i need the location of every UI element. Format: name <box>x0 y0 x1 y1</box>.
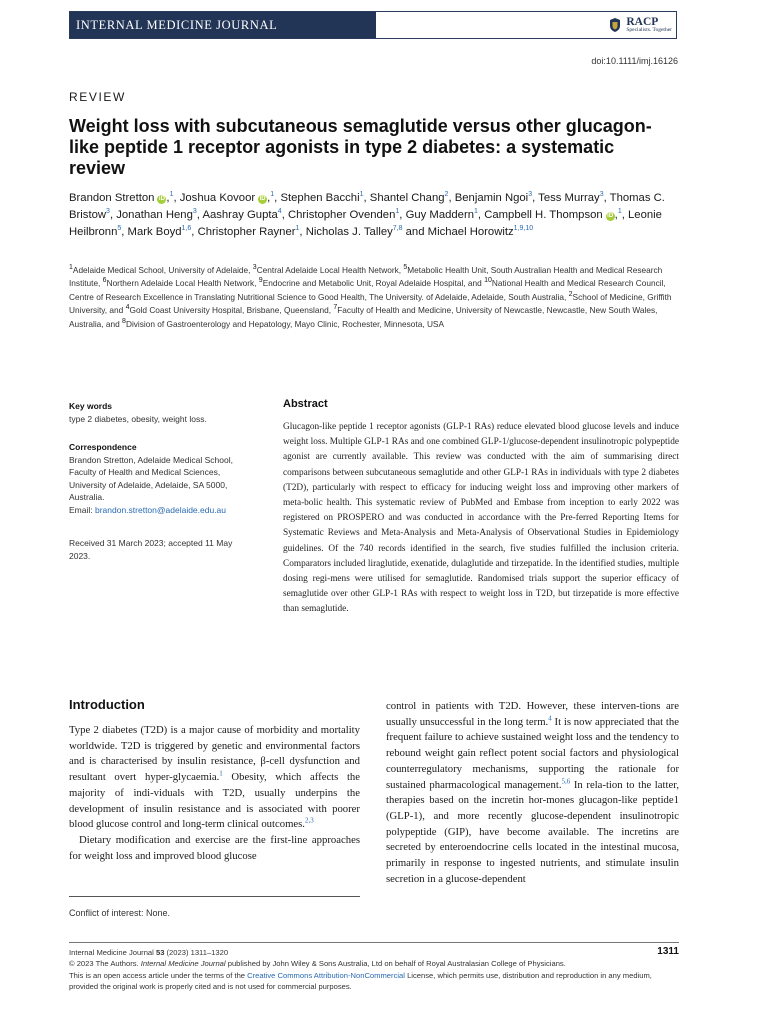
author-affiliation-ref: 1 <box>295 225 300 233</box>
affiliation-text: Division of Gastroenterology and Hepatology, Mayo Clinic, Rochester, Minnesota, USA <box>125 318 445 329</box>
author-name[interactable]: Campbell H. Thompson <box>484 209 603 221</box>
intro-paragraph <box>69 833 360 864</box>
license-prefix: This is an open access article under the terms of the <box>69 971 248 980</box>
author-name[interactable]: Brandon Stretton <box>69 192 155 204</box>
citation-ref[interactable]: 5,6 <box>561 776 571 785</box>
copyright-suffix: published by John Wiley & Sons Australia, Ltd on behalf of Royal Australasian College of Physicians. <box>225 959 566 968</box>
article-title: Weight loss with subcutaneous semaglutide versus other glucagon-like peptide 1 receptor agonists in type 2 diabetes: a systematic review <box>69 116 652 178</box>
racp-tagline: Specialists. Together <box>626 27 672 33</box>
license-link[interactable]: Creative Commons Attribution-NonCommercial <box>247 971 405 980</box>
affiliation-number: 6 <box>102 277 107 285</box>
keywords-block <box>69 400 249 425</box>
affiliation-text: Endocrine and Metabolic Unit, Royal Adelaide Hospital, and <box>262 278 485 289</box>
text-run: control in patients with T2D. However, these interven-tions are usually unsuccessful in the long term. <box>386 700 679 728</box>
copyright-prefix: © 2023 The Authors. <box>69 959 141 968</box>
racp-logo[interactable] <box>607 12 676 38</box>
author-name[interactable]: Shantel Chang <box>369 192 445 204</box>
affiliation-number: 3 <box>252 264 257 272</box>
text-run: In rela-tion to the latter, therapies based on the incretin hor-mones glucagon-like peptide1 (GLP-1), and more recently glucose-dependent insulinotropic polypeptide (GIP), have become available. The incretins are secreted by enteroendocrine cells located in the intestinal mucosa, primarily in response to ingested nutrients, and stimulate insulin secretion in a glucose-dependent <box>386 778 680 885</box>
affiliation-text: National Health and Medical Research Council, Centre of Research Excellence in Translating Nutritional Science to Good Health, The University. of Adelaide, Adelaide, South Australia, <box>69 278 666 302</box>
journal-name: INTERNAL MEDICINE JOURNAL <box>70 12 376 38</box>
author-name[interactable]: Tess Murray <box>538 192 600 204</box>
racp-name: RACP <box>626 15 659 28</box>
author-affiliation-ref: 1 <box>270 191 275 199</box>
affiliations <box>69 264 681 331</box>
author-affiliation-ref: 1 <box>474 208 478 216</box>
author-affiliation-ref: 3 <box>528 191 533 199</box>
email-link[interactable]: brandon.stretton@adelaide.edu.au <box>94 504 227 515</box>
keywords: type 2 diabetes, obesity, weight loss. <box>69 413 207 424</box>
citation-ref[interactable]: 1 <box>219 769 223 778</box>
correspondence-heading: Correspondence <box>69 442 137 452</box>
orcid-icon[interactable]: iD <box>607 213 614 219</box>
author-name[interactable]: Aashray Gupta <box>202 209 278 221</box>
author-name[interactable]: Thomas C. Bristow <box>69 192 665 221</box>
author-name[interactable]: Nicholas J. Talley <box>305 226 393 238</box>
author-name[interactable]: Michael Horowitz <box>427 226 514 238</box>
author-affiliation-ref: 1 <box>617 208 622 216</box>
orcid-icon[interactable]: iD <box>158 196 165 202</box>
conflict-of-interest: Conflict of interest: None. <box>69 908 171 918</box>
author-affiliation-ref: 3 <box>599 191 604 199</box>
author-name[interactable]: Guy Maddern <box>405 209 475 221</box>
author-affiliation-ref: 1,9,10 <box>513 225 534 233</box>
author-affiliation-ref: 2 <box>444 191 449 199</box>
affiliation-number: 10 <box>484 277 492 285</box>
citation-volume: 53 <box>155 948 165 957</box>
affiliation-text: Northern Adelaide Local Health Network, <box>106 278 259 289</box>
racp-crest-icon <box>607 17 623 33</box>
email-label: Email: <box>69 504 95 515</box>
author-affiliation-ref: 1 <box>359 191 364 199</box>
affiliation-text: Gold Coast University Hospital, Brisbane, Queensland, <box>129 305 334 316</box>
author-name[interactable]: Joshua Kovoor <box>179 192 256 204</box>
affiliation-number: 7 <box>333 304 338 312</box>
affiliation-text: School of Medicine, Griffith University, and <box>69 291 672 316</box>
text-run: Dietary modification and exercise are the first-line approaches for weight loss and improved blood glucose <box>69 833 360 862</box>
affiliation-text: Adelaide Medical School, University of Adelaide, <box>72 265 253 275</box>
affiliation-number: 2 <box>568 291 573 299</box>
footer-copyright <box>69 958 681 969</box>
author-name[interactable]: Christopher Ovenden <box>287 209 396 221</box>
citation-ref[interactable]: 2,3 <box>304 816 314 825</box>
correspondence-block <box>69 441 249 516</box>
author-name[interactable]: Leonie Heilbronn <box>69 209 662 238</box>
author-list: Brandon Stretton iD ,$^1$, Joshua Kovoor iD ,$^1$, Stephen Bacchi$^1$, Shantel Chang$^2$, Benjamin Ngoi$^3$, Tess Murray$^3$, Thomas C. Bristow$^3$, Jonathan Heng$^3$, Aashray Gupta$^4$, Christopher Ovenden$^1$, Guy Maddern$^1$, Campbell H. Thompson iD ,$^1$, Leonie Heilbronn$^5$, Mark Boyd$^{1,6}$, Christopher Rayner$^1$, Nicholas J. Talley$^{7,8}$ and Michael Horowitz$^{1,9,10}$ <box>69 191 665 238</box>
author-affiliation-ref: 5 <box>117 225 122 233</box>
intro-paragraph <box>69 723 360 833</box>
text-run: Obesity, which affects the majority of indi-viduals with T2D, usually underpins the development of insulin resistance and is associated with poorer blood glucose control and long-term clinical outcomes. <box>69 771 361 831</box>
copyright-journal: Internal Medicine Journal <box>140 959 226 968</box>
affiliation-number: 8 <box>122 317 126 325</box>
page-number: 1311 <box>657 946 679 957</box>
affiliation-number: 4 <box>125 304 130 312</box>
citation-journal: Internal Medicine Journal <box>69 948 156 957</box>
received-dates: Received 31 March 2023; accepted 11 May 2023. <box>69 538 233 561</box>
abstract-heading: Abstract <box>283 398 328 410</box>
correspondence-address: Brandon Stretton, Adelaide Medical School, Faculty of Health and Medical Sciences, University of Adelaide, Adelaide, SA 5000, Australia. <box>69 454 233 502</box>
orcid-icon[interactable]: iD <box>259 196 266 202</box>
author-name[interactable]: Jonathan Heng <box>116 209 193 221</box>
text-run: It is now appreciated that the frequent failure to achieve sustained weight loss and the tendency to rebound weight gain reflect potent social factors and physiological counterregulatory mechanisms, supporting the rationale for sustained pharmacological management. <box>386 715 679 791</box>
footnote-divider <box>69 896 360 897</box>
affiliation-number: 9 <box>258 277 263 285</box>
author-affiliation-ref: 3 <box>106 208 110 216</box>
author-affiliation-ref: 4 <box>277 208 282 216</box>
article-type: REVIEW <box>69 90 126 104</box>
footer-license <box>69 970 681 992</box>
keywords-heading: Key words <box>69 401 112 411</box>
author-affiliation-ref: 1 <box>395 208 400 216</box>
footer-citation <box>69 947 681 958</box>
author-affiliation-ref: 1 <box>169 191 174 199</box>
affiliation-text: Faculty of Health and Medicine, University of Newcastle, Newcastle, New South Wales, Australia, and <box>69 305 658 329</box>
journal-header-bar <box>69 11 677 39</box>
doi-link[interactable]: doi:10.1111/imj.16126 <box>591 56 678 66</box>
citation-ref[interactable]: 4 <box>548 714 552 723</box>
affiliation-number: 1 <box>69 264 73 272</box>
affiliation-number: 5 <box>403 264 408 272</box>
footer-divider <box>69 942 679 943</box>
author-affiliation-ref: 7,8 <box>392 225 403 233</box>
author-name[interactable]: Mark Boyd <box>127 226 182 238</box>
affiliation-text: Metabolic Health Unit, South Australian Health and Medical Research Institute, <box>69 265 663 289</box>
text-run: Type 2 diabetes (T2D) is a major cause of morbidity and mortality worldwide. T2D is triggered by genetic and environmental factors and is characterised by insulin resistance, β-cell dysfunction and resultant overt hyper-glycaemia. <box>69 724 360 784</box>
author-name[interactable]: Stephen Bacchi <box>280 192 360 204</box>
introduction-heading: Introduction <box>69 697 145 712</box>
affiliation-text: Central Adelaide Local Health Network, <box>256 265 404 275</box>
citation-pages: (2023) 1311–1320 <box>164 948 229 957</box>
author-name[interactable]: Christopher Rayner <box>197 226 296 238</box>
intro-left-column <box>69 723 360 864</box>
intro-right-column <box>386 699 679 887</box>
abstract-text: Glucagon-like peptide 1 receptor agonists (GLP-1 RAs) reduce elevated blood glucose levels and induce weight loss. Multiple GLP-1 RAs and one combined GLP-1/glucose-dependent insulinotropic polypeptide agonist are currently available. This review was conducted with the aim of summarising direct comparisons between subcutaneous semaglutide and other GLP-1 RAs in individuals with type 2 diabetes (T2D), particularly with respect to efficacy for inducing weight loss and improving other markers of meta-bolic health. This systematic review of PubMed and Embase from inception to early 2022 was registered on PROSPERO and was conducted in accordance with the Pre-ferred Reporting Items for Systematic Reviews and Meta-Analysis and Meta-Analysis of Observational Studies in Epidemiology guidelines. Of the 740 records identified in the search, five studies fulfilled the inclusion criteria. Comparators included liraglutide, exenatide, dulaglutide and tirzepatide. In the identified studies, multiple dosing regi-mens were utilised for semaglutide. Randomised trials support the superior efficacy of semaglutide over other GLP-1 RAs with respect to weight loss in T2D, but tirzepatide is more effective than semaglutide. <box>283 422 679 615</box>
author-affiliation-ref: 1,6 <box>181 225 192 233</box>
author-name[interactable]: Benjamin Ngoi <box>454 192 529 204</box>
license-suffix: License, which permits use, distribution and reproduction in any medium, provided the original work is properly cited and is not used for commercial purposes. <box>69 971 652 991</box>
intro-paragraph <box>386 699 679 887</box>
author-affiliation-ref: 3 <box>192 208 197 216</box>
